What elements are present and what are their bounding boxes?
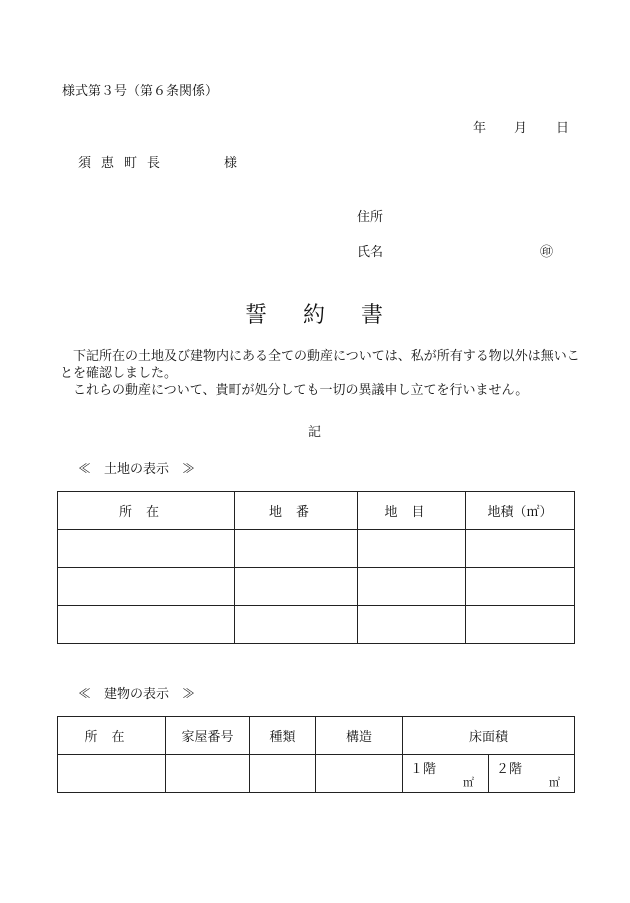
floor-2-unit: ㎡ [549, 776, 561, 789]
land-cell[interactable] [466, 606, 575, 644]
land-header-land-category: 地目 [358, 492, 466, 530]
land-row [58, 568, 575, 606]
land-header-location: 所在 [58, 492, 235, 530]
floor-1-label: １階 [410, 762, 437, 777]
floor-1-area-cell[interactable] [403, 755, 489, 793]
building-cell[interactable] [166, 755, 250, 793]
building-header-row [58, 717, 575, 755]
building-header-location: 所在 [58, 717, 166, 755]
building-section-title: ≪ 建物の表示 ≫ [78, 687, 196, 702]
floor-1-unit: ㎡ [463, 776, 474, 789]
land-cell[interactable] [58, 606, 235, 644]
pledge-body [60, 348, 580, 399]
floor-2-label: ２階 [496, 762, 523, 777]
building-header-house-number: 家屋番号 [166, 717, 250, 755]
name-label: 氏名 [357, 245, 384, 260]
land-cell[interactable] [466, 568, 575, 606]
building-row [58, 755, 575, 793]
land-cell[interactable] [358, 568, 466, 606]
building-header-floor-area: 床面積 [403, 717, 575, 755]
land-cell[interactable] [466, 530, 575, 568]
addressee: 須恵町長 [78, 156, 171, 171]
land-section-title: ≪ 土地の表示 ≫ [78, 462, 196, 477]
building-header-structure: 構造 [316, 717, 403, 755]
date-day-label: 日 [556, 121, 570, 136]
building-table [57, 716, 575, 793]
land-cell[interactable] [235, 568, 358, 606]
date-month-label: 月 [514, 121, 528, 136]
land-table [57, 491, 575, 644]
building-cell[interactable] [250, 755, 316, 793]
building-cell[interactable] [58, 755, 166, 793]
seal-mark: ㊞ [540, 245, 554, 260]
land-cell[interactable] [358, 606, 466, 644]
address-label: 住所 [357, 210, 384, 225]
land-cell[interactable] [235, 530, 358, 568]
floor-2-area-cell[interactable] [489, 755, 575, 793]
land-cell[interactable] [358, 530, 466, 568]
ki-heading: 記 [308, 425, 322, 440]
honorific: 様 [224, 156, 238, 171]
land-cell[interactable] [58, 530, 235, 568]
land-row [58, 606, 575, 644]
building-header-type: 種類 [250, 717, 316, 755]
land-header-row [58, 492, 575, 530]
date-year-label: 年 [473, 121, 487, 136]
pledge-paragraph-2: これらの動産について、貴町が処分しても一切の異議申し立てを行いません。 [60, 383, 529, 398]
form-number: 様式第３号（第６条関係） [62, 84, 219, 99]
document-title: 誓約書 [245, 303, 420, 328]
pledge-paragraph-1: 下記所在の土地及び建物内にある全ての動産については、私が所有する物以外は無いことを確認しました。 [60, 349, 580, 381]
land-cell[interactable] [235, 606, 358, 644]
building-cell[interactable] [316, 755, 403, 793]
land-row [58, 530, 575, 568]
land-header-area: 地積（㎡） [466, 492, 575, 530]
land-cell[interactable] [58, 568, 235, 606]
land-header-lot-number: 地番 [235, 492, 358, 530]
